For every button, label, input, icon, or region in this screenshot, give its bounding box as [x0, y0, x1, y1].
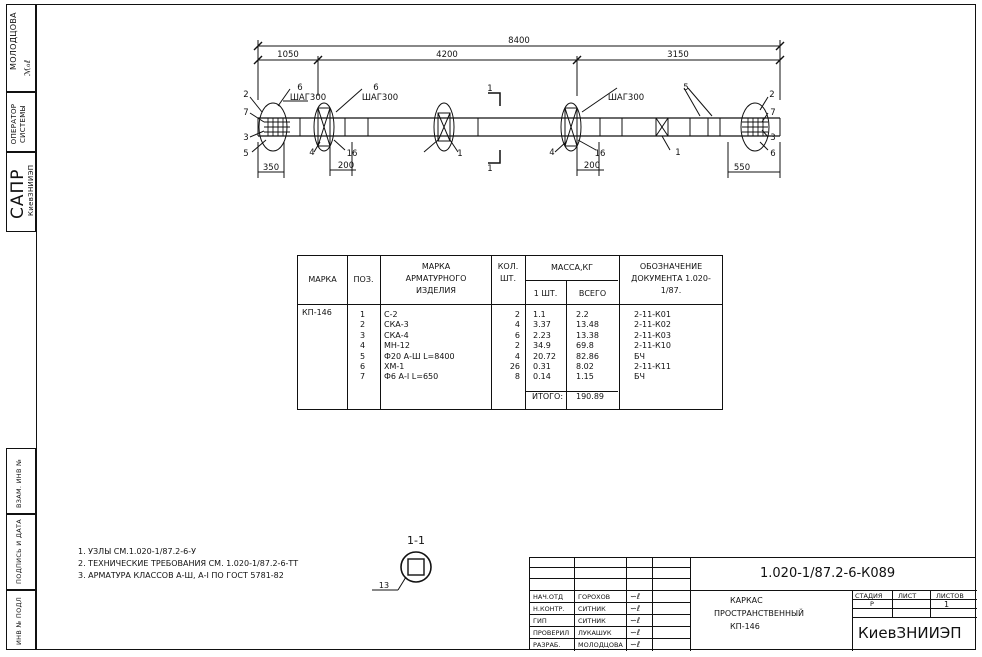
callout: 7	[770, 108, 776, 118]
dim-bottom-3: 200	[583, 161, 601, 171]
org-name: КиевЗНИИЭП	[858, 624, 962, 642]
staff-name: СИТНИК	[578, 605, 606, 613]
callout: 16	[346, 149, 358, 159]
callout: 3	[770, 133, 776, 143]
staff-signature: ∽ℓ	[630, 616, 641, 625]
stage-label: СТАДИЯ	[855, 592, 883, 600]
header-marka: МАРКА	[308, 275, 337, 284]
pitch-label-1: ШАГ300	[289, 93, 327, 103]
operator-signature: ℳℴℓ	[23, 59, 32, 76]
spec-cell-mall: 8.02	[576, 362, 594, 371]
spec-cell-m1: 20.72	[533, 351, 556, 361]
spec-cell-poz: 2	[360, 320, 366, 330]
staff-signature: ∽ℓ	[630, 640, 641, 649]
sapr-org: КиевЗНИИЭП	[27, 164, 35, 216]
callout: 5	[683, 83, 689, 93]
spec-cell-poz: 5	[360, 351, 366, 361]
spec-cell-kol: 2	[514, 310, 520, 319]
pitch-label-2: ШАГ300	[361, 93, 399, 103]
specification-table	[297, 255, 723, 410]
spec-cell-m1: 3.37	[533, 320, 551, 330]
operator-label: ОПЕРАТОР СИСТЕМЫ	[10, 103, 27, 145]
dim-top-3: 3150	[667, 50, 689, 60]
spec-cell-mall: 13.38	[576, 330, 599, 340]
header-massa-1: 1 ШТ.	[533, 289, 558, 298]
callout: 3	[243, 133, 249, 143]
stage-value: Р	[870, 600, 874, 608]
podpis-data-label: ПОДПИСЬ И ДАТА	[15, 519, 23, 584]
spec-cell-kol: 4	[514, 351, 520, 361]
spec-cell-m1: 0.31	[533, 362, 551, 371]
spec-cell-m1: 2.23	[533, 330, 551, 340]
header-poz: ПОЗ.	[353, 275, 374, 284]
sheet-label: ЛИСТ	[898, 592, 917, 600]
inv-podl-label: ИНВ № ПОДЛ	[15, 596, 23, 645]
spec-cell-kol: 4	[514, 320, 520, 330]
spec-cell-poz: 3	[360, 330, 366, 340]
doc-number: 1.020-1/87.2-6-К089	[760, 566, 896, 581]
spec-cell-m1: 0.14	[533, 372, 551, 382]
sapr-label: САПР	[8, 168, 28, 219]
spec-cell-item: С-2	[384, 310, 398, 319]
callout: 4	[309, 148, 315, 158]
name-line-3: КП-146	[730, 622, 760, 631]
section-title: 1-1	[407, 534, 425, 547]
callout: 7	[243, 108, 249, 118]
title-block	[529, 557, 976, 650]
callout: 6	[373, 83, 379, 93]
callout: 1	[457, 149, 463, 159]
staff-role: ГИП	[533, 617, 547, 625]
note-item: 1. УЗЛЫ СМ.1.020-1/87.2-6-У	[78, 547, 196, 556]
spec-cell-doc: 2-11-К03	[634, 330, 671, 340]
header-kol: КОЛ. ШТ.	[497, 262, 519, 283]
spec-cell-mall: 1.15	[576, 372, 594, 382]
spec-cell-kol: 8	[514, 372, 520, 382]
header-marka-izd: МАРКА АРМАТУРНОГО ИЗДЕЛИЯ	[405, 262, 467, 295]
spec-cell-item: Ф6 А-I L=650	[384, 372, 439, 382]
section-callout: 13	[378, 581, 390, 590]
section-mark-top: 1	[487, 84, 493, 94]
spec-cell-doc: 2-11-К10	[634, 341, 671, 351]
sheets-label: ЛИСТОВ	[936, 592, 964, 600]
callout: 16	[594, 149, 606, 159]
spec-cell-doc: БЧ	[634, 372, 645, 382]
spec-cell-mall: 69.8	[576, 341, 594, 351]
notes-block	[78, 546, 298, 582]
dim-total: 8400	[508, 36, 530, 46]
staff-signature: ∽ℓ	[630, 604, 641, 613]
spec-cell-item: ХМ-1	[384, 362, 405, 371]
vzam-inv-label: ВЗАМ. ИНВ №	[15, 458, 23, 508]
staff-role: ПРОВЕРИЛ	[533, 629, 570, 637]
spec-cell-doc: БЧ	[634, 351, 645, 361]
dim-bottom-4: 550	[733, 163, 751, 173]
header-massa-all: ВСЕГО	[578, 289, 607, 298]
staff-role: НАЧ.ОТД	[533, 593, 564, 601]
callout: 1	[675, 148, 681, 158]
name-line-2: ПРОСТРАНСТВЕННЫЙ	[714, 609, 805, 618]
spec-cell-item: МН-12	[384, 341, 410, 351]
total-label: ИТОГО:	[532, 392, 564, 401]
header-oboznach: ОБОЗНАЧЕНИЕ ДОКУМЕНТА 1.020-1/87.	[631, 262, 711, 295]
total-value: 190.89	[576, 392, 604, 401]
dim-bottom-1: 350	[262, 163, 280, 173]
note-item: 3. АРМАТУРА КЛАССОВ А-Ш, А-I ПО ГОСТ 5781-82	[78, 571, 284, 580]
staff-name: ГОРОХОВ	[578, 593, 611, 601]
spec-cell-doc: 2-11-К02	[634, 320, 671, 330]
spec-cell-poz: 6	[360, 362, 366, 371]
callout: 6	[297, 83, 303, 93]
spec-cell-m1: 1.1	[533, 310, 546, 319]
callout: 2	[243, 90, 249, 100]
staff-name: МОЛОДЦОВА	[578, 641, 623, 649]
name-line-1: КАРКАС	[730, 596, 763, 605]
section-mark-bottom: 1	[487, 164, 493, 174]
dim-top-1: 1050	[277, 50, 299, 60]
spec-cell-item: СКА-3	[384, 320, 409, 330]
pitch-label-3: ШАГ300	[607, 93, 645, 103]
spec-cell-mall: 13.48	[576, 320, 599, 330]
spec-cell-doc: 2-11-К11	[634, 362, 671, 371]
callout: 5	[243, 149, 249, 159]
spec-cell-item: СКА-4	[384, 330, 409, 340]
callout: 6	[770, 149, 776, 159]
cell-marka: КП-146	[302, 308, 332, 317]
spec-cell-mall: 82.86	[576, 351, 599, 361]
staff-signature: ∽ℓ	[630, 592, 641, 601]
operator-name: МОЛОДЦОВА	[9, 12, 18, 70]
spec-cell-m1: 34.9	[533, 341, 551, 351]
spec-cell-doc: 2-11-К01	[634, 310, 671, 319]
callout: 4	[549, 148, 555, 158]
spec-cell-kol: 2	[514, 341, 520, 351]
spec-cell-poz: 4	[360, 341, 366, 351]
dim-top-2: 4200	[436, 50, 458, 60]
spec-cell-item: Ф20 А-Ш L=8400	[384, 351, 455, 361]
note-item: 2. ТЕХНИЧЕСКИЕ ТРЕБОВАНИЯ СМ. 1.020-1/87.2-6-ТТ	[78, 559, 299, 568]
staff-signature: ∽ℓ	[630, 628, 641, 637]
dim-bottom-2: 200	[337, 161, 355, 171]
sheet-value: 1	[944, 600, 950, 609]
staff-role: РАЗРАБ.	[533, 641, 561, 649]
staff-role: Н.КОНТР.	[533, 605, 565, 613]
spec-cell-poz: 7	[360, 372, 366, 382]
spec-cell-poz: 1	[360, 310, 366, 319]
staff-name: СИТНИК	[578, 617, 606, 625]
header-massa: МАССА,КГ	[550, 263, 594, 272]
spec-cell-kol: 26	[509, 362, 520, 371]
spec-cell-mall: 2.2	[576, 310, 589, 319]
callout: 2	[769, 90, 775, 100]
staff-name: ЛУКАШУК	[578, 629, 612, 637]
spec-cell-kol: 6	[514, 330, 520, 340]
